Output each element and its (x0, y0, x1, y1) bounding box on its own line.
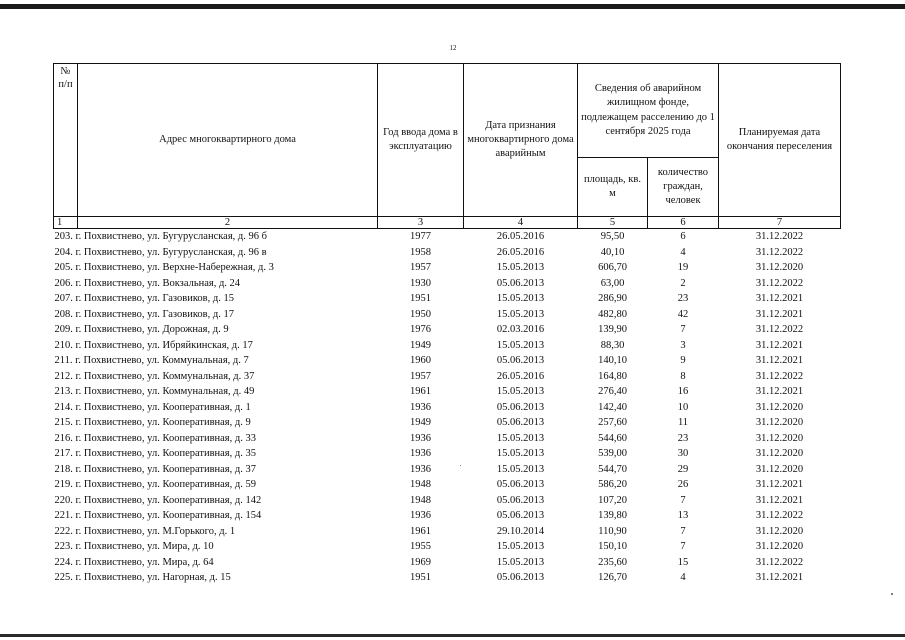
cell-people: 19 (677, 262, 689, 273)
scan-speck (460, 465, 461, 466)
cell-plan-date: 31.12.2021 (755, 308, 804, 320)
cell-address: 208. г. Похвистнево, ул. Газовиков, д. 17 (54, 308, 234, 320)
column-number: 5 (578, 217, 648, 229)
cell-address: 203. г. Похвистнево, ул. Бугурусланская, д. 96 б (54, 231, 267, 242)
table-row (54, 539, 841, 555)
cell-date: 05.06.2013 (496, 401, 545, 413)
table-row (54, 369, 841, 385)
table-row (54, 524, 841, 540)
cell-year: 1936 (410, 463, 431, 475)
cell-people: 29 (677, 463, 689, 475)
cell-people: 16 (677, 386, 689, 397)
table-row (54, 400, 841, 416)
column-numbers-row (54, 217, 841, 229)
cell-address: 218. г. Похвистнево, ул. Кооперативная, д. 37 (54, 463, 256, 475)
cell-area: 276,40 (598, 386, 627, 397)
table-row (54, 384, 841, 400)
cell-people: 6 (680, 231, 686, 242)
cell-area: 235,60 (598, 556, 627, 568)
cell-people: 26 (677, 479, 689, 490)
cell-area: 63,00 (600, 277, 625, 289)
cell-people: 3 (680, 339, 686, 351)
cell-plan-date: 31.12.2020 (755, 463, 804, 475)
table-row (54, 322, 841, 338)
cell-address: 223. г. Похвистнево, ул. Мира, д. 10 (54, 541, 214, 552)
cell-people: 4 (680, 572, 686, 583)
cell-area: 544,60 (598, 432, 627, 444)
cell-people: 2 (680, 277, 686, 289)
cell-people: 42 (677, 308, 689, 320)
column-number: 1 (54, 217, 78, 229)
cell-people: 7 (680, 525, 686, 537)
header-col-number: № п/п (54, 64, 78, 217)
table-row (54, 555, 841, 571)
cell-area: 110,90 (598, 525, 627, 537)
cell-year: 1950 (410, 308, 431, 320)
cell-area: 606,70 (598, 262, 627, 273)
cell-address: 222. г. Похвистнево, ул. М.Горького, д. 1 (54, 525, 236, 537)
page-number: 12 (449, 44, 457, 52)
cell-plan-date: 31.12.2021 (755, 386, 804, 397)
cell-year: 1969 (410, 556, 431, 568)
cell-people: 13 (677, 510, 689, 521)
table-row (54, 307, 841, 323)
cell-plan-date: 31.12.2021 (755, 479, 804, 490)
cell-address: 204. г. Похвистнево, ул. Бугурусланская, д. 96 в (54, 246, 267, 258)
cell-date: 05.06.2013 (496, 510, 545, 521)
cell-date: 26.05.2016 (496, 246, 545, 258)
cell-date: 05.06.2013 (496, 417, 545, 428)
cell-people: 10 (677, 401, 689, 413)
header-col-plan: Планируемая дата окончания переселения (719, 64, 841, 217)
cell-plan-date: 31.12.2021 (755, 355, 804, 366)
cell-area: 544,70 (598, 463, 627, 475)
cell-year: 1977 (410, 231, 431, 242)
cell-people: 23 (677, 293, 689, 304)
cell-address: 212. г. Похвистнево, ул. Коммунальная, д. 37 (54, 370, 255, 382)
cell-date: 05.06.2013 (496, 479, 545, 490)
cell-area: 107,20 (598, 494, 627, 506)
cell-address: 214. г. Похвистнево, ул. Кооперативная, д. 1 (54, 401, 251, 413)
cell-date: 05.06.2013 (496, 494, 545, 506)
cell-address: 205. г. Похвистнево, ул. Верхне-Набережная, д. 3 (54, 262, 274, 273)
column-number: 6 (648, 217, 719, 229)
cell-address: 216. г. Похвистнево, ул. Кооперативная, д. 33 (54, 432, 256, 444)
cell-date: 15.05.2013 (496, 386, 545, 397)
cell-area: 40,10 (600, 246, 625, 258)
cell-plan-date: 31.12.2022 (755, 510, 804, 521)
cell-plan-date: 31.12.2020 (755, 541, 804, 552)
cell-plan-date: 31.12.2022 (755, 370, 804, 382)
cell-plan-date: 31.12.2020 (755, 432, 804, 444)
cell-plan-date: 31.12.2022 (755, 246, 804, 258)
cell-people: 8 (680, 370, 686, 382)
table-row (54, 493, 841, 509)
cell-plan-date: 31.12.2021 (755, 339, 804, 351)
cell-year: 1960 (410, 355, 431, 366)
column-number: 3 (378, 217, 464, 229)
cell-plan-date: 31.12.2021 (755, 572, 804, 583)
cell-year: 1976 (410, 324, 431, 335)
table-row (54, 291, 841, 307)
cell-address: 215. г. Похвистнево, ул. Кооперативная, д. 9 (54, 417, 251, 428)
table-row (54, 415, 841, 431)
cell-plan-date: 31.12.2021 (755, 293, 804, 304)
cell-area: 586,20 (598, 479, 627, 490)
cell-address: 211. г. Похвистнево, ул. Коммунальная, д. 7 (54, 355, 249, 366)
header-col-address: Адрес многоквартирного дома (78, 64, 378, 217)
cell-year: 1936 (410, 448, 431, 459)
cell-area: 150,10 (598, 541, 627, 552)
cell-year: 1936 (410, 401, 431, 413)
cell-year: 1958 (410, 246, 431, 258)
header-col-year: Год ввода дома в эксплуатацию (378, 64, 464, 217)
cell-address: 206. г. Похвистнево, ул. Вокзальная, д. 24 (54, 277, 241, 289)
header-col-people: количество граждан, человек (648, 158, 719, 217)
table-row (54, 477, 841, 493)
cell-year: 1957 (410, 262, 431, 273)
table-row (54, 276, 841, 292)
cell-people: 4 (680, 246, 686, 258)
cell-year: 1948 (410, 494, 431, 506)
cell-people: 7 (680, 541, 686, 552)
cell-address: 217. г. Похвистнево, ул. Кооперативная, д. 35 (54, 448, 256, 459)
table-row (54, 462, 841, 478)
cell-people: 9 (680, 355, 686, 366)
column-number: 2 (78, 217, 378, 229)
cell-date: 05.06.2013 (496, 572, 545, 583)
cell-area: 142,40 (598, 401, 627, 413)
cell-area: 164,80 (598, 370, 627, 382)
cell-people: 15 (677, 556, 689, 568)
cell-date: 15.05.2013 (496, 463, 545, 475)
cell-area: 139,80 (598, 510, 627, 521)
cell-date: 15.05.2013 (496, 339, 545, 351)
cell-address: 224. г. Похвистнево, ул. Мира, д. 64 (54, 556, 214, 568)
cell-area: 482,80 (598, 308, 627, 320)
cell-plan-date: 31.12.2022 (755, 231, 804, 242)
cell-year: 1930 (410, 277, 431, 289)
cell-date: 15.05.2013 (496, 308, 545, 320)
cell-address: 213. г. Похвистнево, ул. Коммунальная, д. 49 (54, 386, 255, 397)
column-number: 4 (464, 217, 578, 229)
cell-area: 95,50 (600, 231, 625, 242)
cell-year: 1961 (410, 386, 431, 397)
header-col-date: Дата признания многоквартирного дома аварийным (464, 64, 578, 217)
cell-address: 210. г. Похвистнево, ул. Ибряйкинская, д. 17 (54, 339, 253, 351)
cell-date: 15.05.2013 (496, 448, 545, 459)
cell-address: 221. г. Похвистнево, ул. Кооперативная, д. 154 (54, 510, 262, 521)
resettlement-table (53, 63, 841, 586)
cell-date: 05.06.2013 (496, 277, 545, 289)
cell-date: 15.05.2013 (496, 262, 545, 273)
cell-date: 15.05.2013 (496, 541, 545, 552)
cell-year: 1961 (410, 525, 431, 537)
cell-plan-date: 31.12.2020 (755, 448, 804, 459)
header-col-area: площадь, кв. м (578, 158, 648, 217)
cell-year: 1948 (410, 479, 431, 490)
table-row (54, 431, 841, 447)
cell-date: 05.06.2013 (496, 355, 545, 366)
scan-border-bottom (0, 634, 905, 637)
cell-people: 7 (680, 324, 686, 335)
cell-address: 219. г. Похвистнево, ул. Кооперативная, д. 59 (54, 479, 256, 490)
scan-speck (891, 593, 893, 595)
scan-border-top (0, 4, 905, 9)
cell-year: 1949 (410, 339, 431, 351)
cell-plan-date: 31.12.2022 (755, 324, 804, 335)
cell-plan-date: 31.12.2020 (755, 401, 804, 413)
cell-date: 15.05.2013 (496, 556, 545, 568)
cell-address: 209. г. Похвистнево, ул. Дорожная, д. 9 (54, 324, 229, 335)
cell-year: 1936 (410, 510, 431, 521)
cell-year: 1936 (410, 432, 431, 444)
cell-year: 1951 (410, 572, 431, 583)
table-row (54, 570, 841, 586)
cell-year: 1951 (410, 293, 431, 304)
cell-area: 139,90 (598, 324, 627, 335)
cell-plan-date: 31.12.2022 (755, 277, 804, 289)
header-col-group: Сведения об аварийном жилищном фонде, подлежащем расселению до 1 сентября 2025 года (578, 64, 719, 158)
cell-plan-date: 31.12.2022 (755, 556, 804, 568)
cell-date: 26.05.2016 (496, 231, 545, 242)
cell-people: 7 (680, 494, 686, 506)
cell-date: 26.05.2016 (496, 370, 545, 382)
table-row (54, 508, 841, 524)
table-body (54, 229, 841, 586)
cell-address: 225. г. Похвистнево, ул. Нагорная, д. 15 (54, 572, 231, 583)
cell-area: 88,30 (600, 339, 625, 351)
cell-people: 30 (677, 448, 689, 459)
cell-year: 1949 (410, 417, 431, 428)
cell-area: 140,10 (598, 355, 627, 366)
table-row (54, 245, 841, 261)
cell-year: 1955 (410, 541, 431, 552)
table-header (54, 64, 841, 229)
cell-people: 11 (677, 417, 689, 428)
table-row (54, 260, 841, 276)
cell-address: 207. г. Похвистнево, ул. Газовиков, д. 15 (54, 293, 234, 304)
table-row (54, 338, 841, 354)
cell-year: 1957 (410, 370, 431, 382)
column-number: 7 (719, 217, 841, 229)
cell-people: 23 (677, 432, 689, 444)
cell-date: 15.05.2013 (496, 293, 545, 304)
cell-area: 539,00 (598, 448, 627, 459)
cell-date: 29.10.2014 (496, 525, 545, 537)
table-row (54, 353, 841, 369)
cell-address: 220. г. Похвистнево, ул. Кооперативная, д. 142 (54, 494, 262, 506)
cell-date: 02.03.2016 (496, 324, 545, 335)
cell-area: 286,90 (598, 293, 627, 304)
cell-plan-date: 31.12.2020 (755, 417, 804, 428)
cell-area: 257,60 (598, 417, 627, 428)
cell-plan-date: 31.12.2020 (755, 262, 804, 273)
cell-plan-date: 31.12.2020 (755, 525, 804, 537)
cell-date: 15.05.2013 (496, 432, 545, 444)
table-row (54, 446, 841, 462)
cell-plan-date: 31.12.2021 (755, 494, 804, 506)
cell-area: 126,70 (598, 572, 627, 583)
table-row (54, 229, 841, 245)
